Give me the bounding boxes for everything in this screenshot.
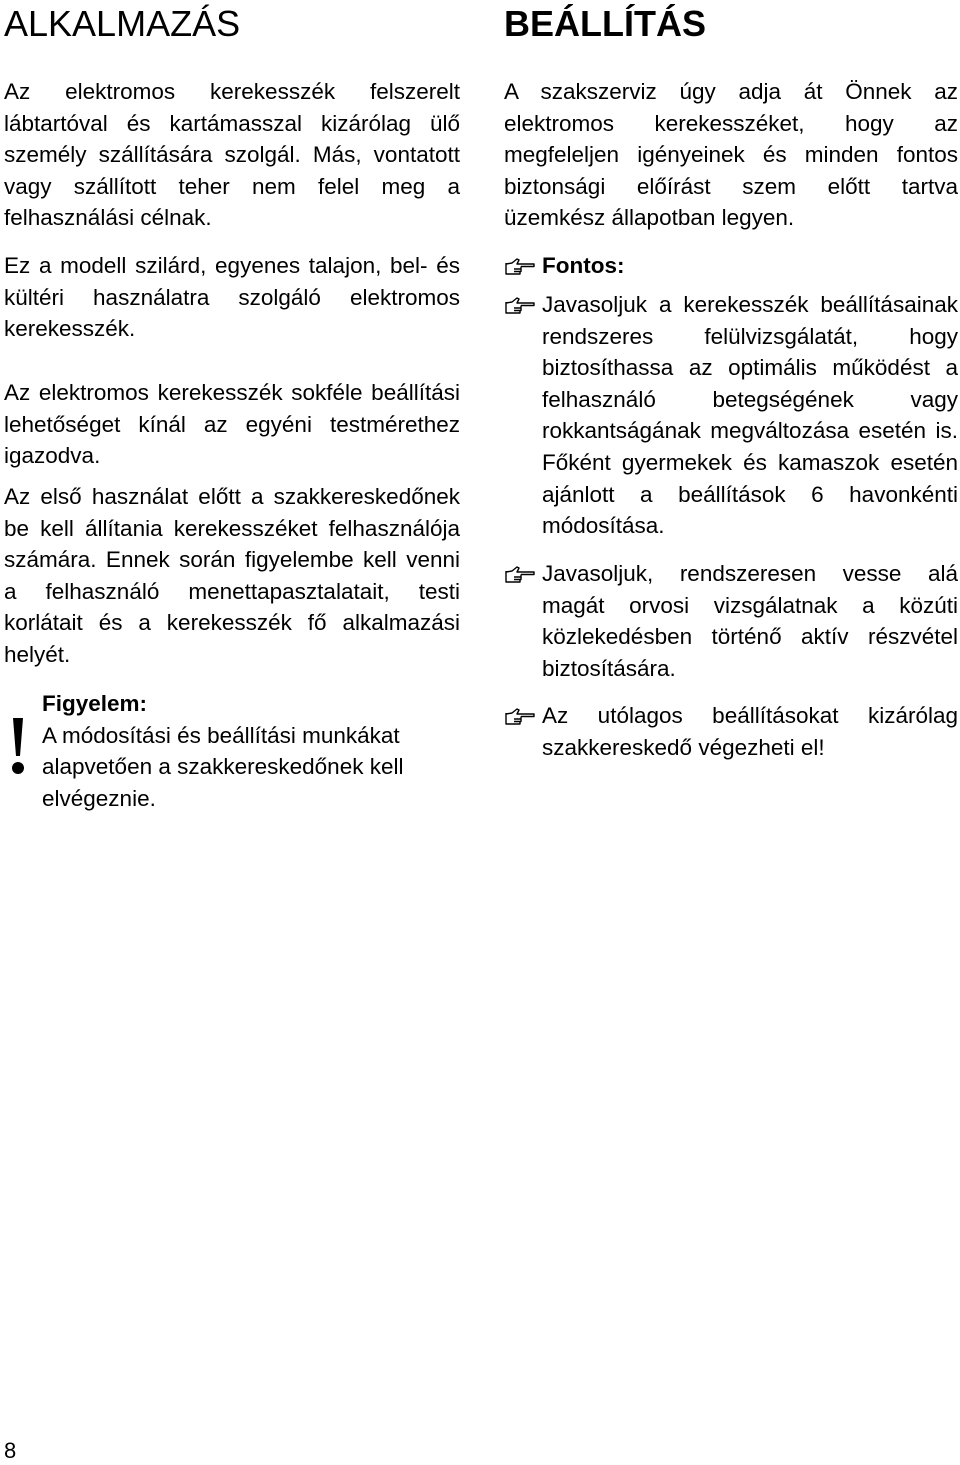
tip-text: Javasoljuk, rendszeresen vesse alá magát orvosi vizsgálatnak a közúti közlekedésben történő aktív részvétel biztosítására.: [542, 561, 958, 681]
paragraph: Az elektromos kerekesszék sokféle beállítási lehetőséget kínál az egyéni testmérethez igazodva.: [4, 380, 460, 469]
paragraph: Az elektromos kerekesszék felszerelt lábtartóval és kartámasszal kizárólag ülő személy szállítására szolgál. Más, vontatott vagy szállított teher nem felel meg a felhasználási célnak.: [4, 79, 460, 231]
paragraph: Ez a modell szilárd, egyenes talajon, bel- és kültéri használatra szolgáló elektromos kerekesszék.: [4, 253, 460, 342]
section-heading-alkalmazas: ALKALMAZÁS: [4, 3, 241, 44]
warning-body: A módosítási és beállítási munkákat alapvetően a szakkereskedőnek kell elvégeznie.: [42, 722, 404, 811]
exclamation-icon: [6, 716, 30, 776]
tip-text: Az utólagos beállításokat kizárólag szakkereskedő végezheti el!: [542, 703, 958, 760]
warning-title: Figyelem:: [42, 691, 148, 716]
paragraph: Az első használat előtt a szakkereskedőnek be kell állítania kerekesszéket felhasználója számára. Ennek során figyelembe kell venni a felhasználó menettapasztalatait, testi korlátait és a kerekesszék fő alkalmazási helyét.: [4, 484, 460, 667]
tips-heading-text: Fontos:: [542, 253, 625, 278]
pointing-hand-icon: [504, 256, 536, 276]
pointing-hand-icon: [504, 295, 536, 315]
pointing-hand-icon: [504, 706, 536, 726]
warning-box: [4, 688, 460, 818]
warning-text: [42, 688, 460, 814]
tip-text: Javasoljuk a kerekesszék beállításainak rendszeres felülvizsgálatát, hogy biztosíthassa az optimális működést a felhasználó betegségének vagy rokkantságának megváltozása esetén is. Főként gyermekek és kamaszok esetén ajánlott a beállítások 6 havonkénti módosítása.: [542, 292, 958, 539]
section-heading-beallitas: BEÁLLÍTÁS: [504, 3, 706, 44]
page-number: 8: [4, 1438, 17, 1463]
pointing-hand-icon: [504, 564, 536, 584]
intro-paragraph: A szakszerviz úgy adja át Önnek az elektromos kerekesszéket, hogy az megfeleljen igényeinek és minden fontos biztonsági előírást szem előtt tartva üzemkész állapotban legyen.: [504, 79, 958, 231]
